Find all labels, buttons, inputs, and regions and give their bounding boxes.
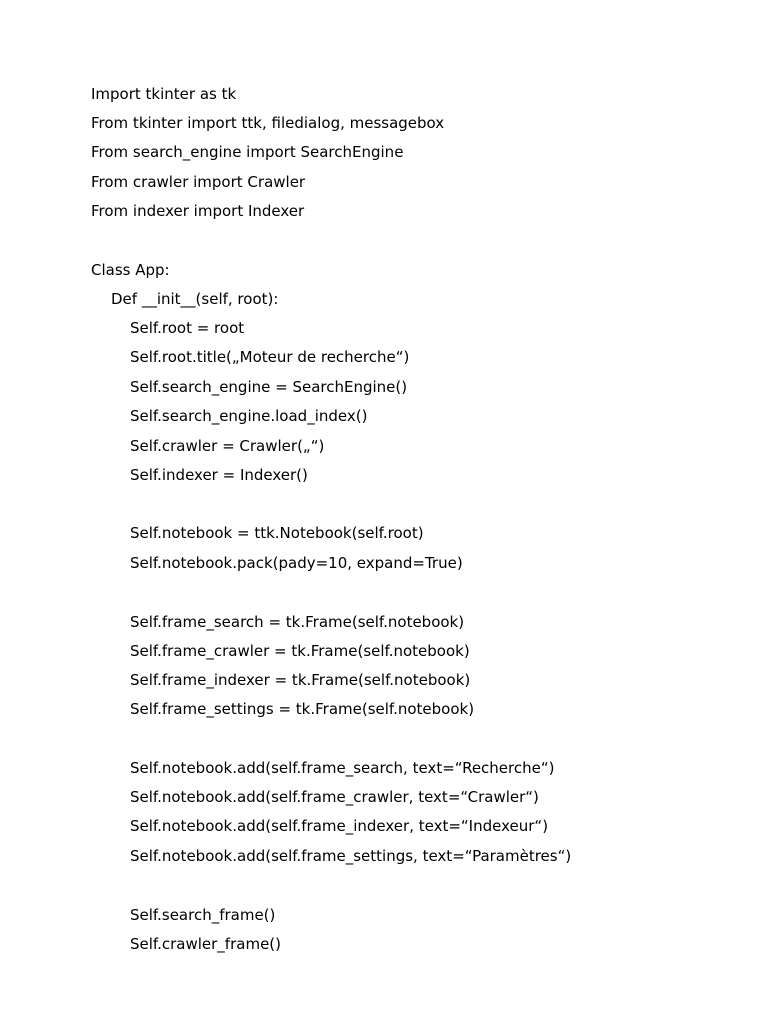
code-line: Self.notebook.pack(pady=10, expand=True) [130, 554, 463, 572]
code-line: Def __init__(self, root): [111, 290, 279, 308]
code-line: Self.notebook.add(self.frame_search, text=“Recherche“) [130, 759, 555, 777]
code-line: Self.frame_indexer = tk.Frame(self.notebook) [130, 671, 471, 689]
code-line: Self.indexer = Indexer() [130, 466, 308, 484]
code-line: Self.root.title(„Moteur de recherche“) [130, 348, 410, 366]
code-line: Self.frame_settings = tk.Frame(self.notebook) [130, 700, 475, 718]
code-line: Self.frame_crawler = tk.Frame(self.notebook) [130, 642, 470, 660]
code-line: Self.frame_search = tk.Frame(self.notebook) [130, 613, 465, 631]
code-line: Self.notebook.add(self.frame_indexer, text=“Indexeur“) [130, 817, 549, 835]
code-line: From search_engine import SearchEngine [91, 143, 404, 161]
code-line: From tkinter import ttk, filedialog, messagebox [91, 114, 445, 132]
code-line: Import tkinter as tk [91, 85, 237, 103]
code-line: Self.search_engine.load_index() [130, 407, 368, 425]
code-line: Self.notebook.add(self.frame_settings, text=“Paramètres“) [130, 847, 572, 865]
code-line: Self.root = root [130, 319, 245, 337]
code-line: Self.notebook = ttk.Notebook(self.root) [130, 524, 424, 542]
code-line: Class App: [91, 261, 170, 279]
code-line: Self.search_engine = SearchEngine() [130, 378, 408, 396]
code-line: From indexer import Indexer [91, 202, 305, 220]
code-line: Self.search_frame() [130, 906, 276, 924]
code-line: Self.notebook.add(self.frame_crawler, text=“Crawler“) [130, 788, 539, 806]
code-line: From crawler import Crawler [91, 173, 306, 191]
code-line: Self.crawler_frame() [130, 935, 281, 953]
code-line: Self.crawler = Crawler(„“) [130, 437, 325, 455]
